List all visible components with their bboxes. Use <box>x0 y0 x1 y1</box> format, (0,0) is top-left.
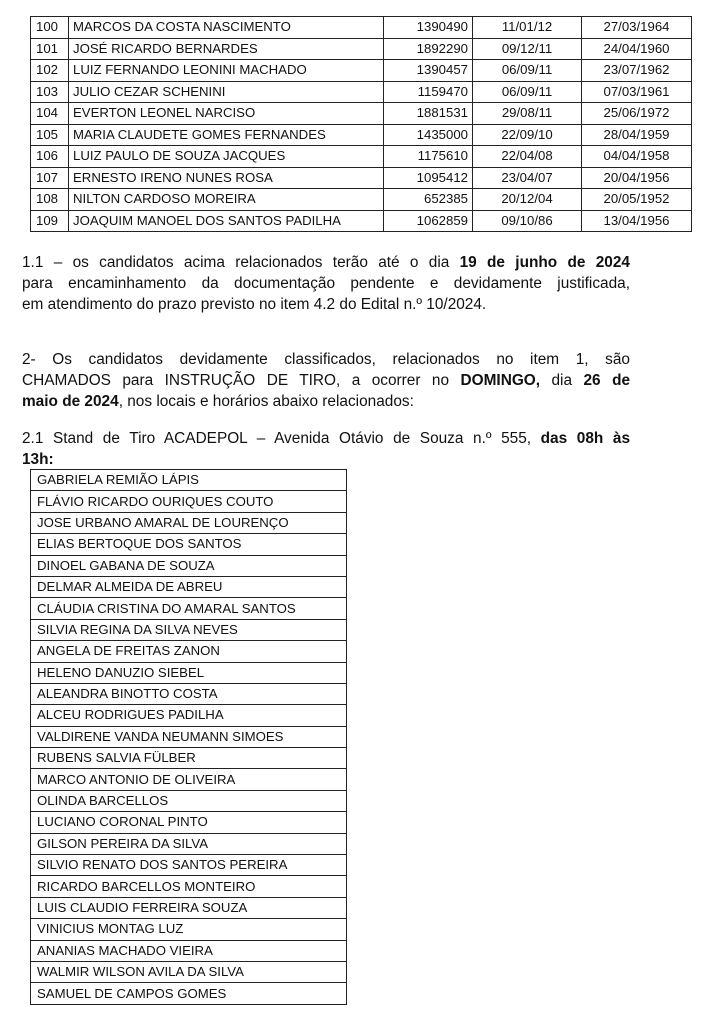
list-item <box>31 726 347 747</box>
table-cell-reg: 1390457 <box>384 60 473 82</box>
list-item-name: ALCEU RODRIGUES PADILHA <box>31 705 347 726</box>
list-item <box>31 641 347 662</box>
table-cell-date2: 20/04/1956 <box>582 167 692 189</box>
list-item <box>31 491 347 512</box>
table-cell-name: MARIA CLAUDETE GOMES FERNANDES <box>69 124 384 146</box>
table-cell-date1: 06/09/11 <box>473 60 582 82</box>
list-item-name: ANANIAS MACHADO VIEIRA <box>31 940 347 961</box>
list-item <box>31 598 347 619</box>
list-item-name: ELIAS BERTOQUE DOS SANTOS <box>31 534 347 555</box>
paragraph-2-line-2: CHAMADOS para INSTRUÇÃO DE TIRO, a ocorrer no DOMINGO, dia 26 de <box>22 372 631 389</box>
paragraph-2-1-line-1: 2.1 Stand de Tiro ACADEPOL – Avenida Otávio de Souza n.º 555, das 08h às <box>22 430 631 447</box>
table-row <box>31 38 692 60</box>
list-item <box>31 534 347 555</box>
table-cell-date1: 11/01/12 <box>473 17 582 39</box>
list-item <box>31 662 347 683</box>
list-item <box>31 748 347 769</box>
table-cell-name: LUIZ FERNANDO LEONINI MACHADO <box>69 60 384 82</box>
list-item-name: FLÁVIO RICARDO OURIQUES COUTO <box>31 491 347 512</box>
table-cell-date1: 09/12/11 <box>473 38 582 60</box>
table-cell-date2: 20/05/1952 <box>582 189 692 211</box>
list-item-name: VALDIRENE VANDA NEUMANN SIMOES <box>31 726 347 747</box>
list-item-name: CLÁUDIA CRISTINA DO AMARAL SANTOS <box>31 598 347 619</box>
list-item <box>31 855 347 876</box>
table-cell-name: LUIZ PAULO DE SOUZA JACQUES <box>69 146 384 168</box>
schedule-time-part-2: 13h: <box>22 451 54 468</box>
table-cell-date1: 09/10/86 <box>473 210 582 232</box>
table-cell-date1: 22/04/08 <box>473 146 582 168</box>
table-cell-date2: 28/04/1959 <box>582 124 692 146</box>
table-cell-name: JOSÉ RICARDO BERNARDES <box>69 38 384 60</box>
table-cell-date1: 22/09/10 <box>473 124 582 146</box>
list-item-name: WALMIR WILSON AVILA DA SILVA <box>31 961 347 982</box>
table-cell-num: 104 <box>31 103 69 125</box>
list-item-name: SILVIO RENATO DOS SANTOS PEREIRA <box>31 855 347 876</box>
table-cell-date1: 29/08/11 <box>473 103 582 125</box>
table-row <box>31 167 692 189</box>
list-item-name: VINICIUS MONTAG LUZ <box>31 919 347 940</box>
list-item <box>31 619 347 640</box>
table-row <box>31 124 692 146</box>
list-item <box>31 897 347 918</box>
list-item <box>31 470 347 491</box>
table-cell-reg: 1892290 <box>384 38 473 60</box>
paragraph-1-1-line-3: em atendimento do prazo previsto no item 4.2 do Edital n.º 10/2024. <box>22 296 487 313</box>
table-cell-date2: 24/04/1960 <box>582 38 692 60</box>
table-cell-num: 108 <box>31 189 69 211</box>
table-cell-name: EVERTON LEONEL NARCISO <box>69 103 384 125</box>
table-cell-date2: 25/06/1972 <box>582 103 692 125</box>
list-item-name: LUIS CLAUDIO FERREIRA SOUZA <box>31 897 347 918</box>
list-item <box>31 876 347 897</box>
table-cell-date2: 13/04/1956 <box>582 210 692 232</box>
table-cell-date2: 04/04/1958 <box>582 146 692 168</box>
table-cell-num: 100 <box>31 17 69 39</box>
list-item-name: SILVIA REGINA DA SILVA NEVES <box>31 619 347 640</box>
table-row <box>31 189 692 211</box>
list-item <box>31 769 347 790</box>
table-cell-reg: 1062859 <box>384 210 473 232</box>
event-date-part-1: 26 de <box>583 372 631 389</box>
paragraph-2-1-line-2 <box>22 449 630 470</box>
list-item <box>31 919 347 940</box>
list-item <box>31 512 347 533</box>
table-cell-reg: 1435000 <box>384 124 473 146</box>
list-item-name: DELMAR ALMEIDA DE ABREU <box>31 576 347 597</box>
list-item-name: SAMUEL DE CAMPOS GOMES <box>31 983 347 1004</box>
list-item-name: OLINDA BARCELLOS <box>31 790 347 811</box>
list-item <box>31 961 347 982</box>
paragraph-1-1-line-2: para encaminhamento da documentação pendente e devidamente justificada, <box>22 275 630 292</box>
list-item <box>31 683 347 704</box>
candidates-table <box>30 16 692 232</box>
table-cell-reg: 1390490 <box>384 17 473 39</box>
list-item <box>31 576 347 597</box>
table-row <box>31 17 692 39</box>
paragraph-2-1 <box>22 428 630 470</box>
table-cell-date2: 27/03/1964 <box>582 17 692 39</box>
shooting-list-body <box>31 470 347 1005</box>
paragraph-2 <box>22 349 630 412</box>
day-of-week: DOMINGO, <box>460 372 541 389</box>
list-item-name: GILSON PEREIRA DA SILVA <box>31 833 347 854</box>
table-cell-date1: 06/09/11 <box>473 81 582 103</box>
list-item <box>31 555 347 576</box>
table-cell-date1: 23/04/07 <box>473 167 582 189</box>
table-cell-date1: 20/12/04 <box>473 189 582 211</box>
table-cell-reg: 1881531 <box>384 103 473 125</box>
list-item-name: LUCIANO CORONAL PINTO <box>31 812 347 833</box>
table-cell-num: 107 <box>31 167 69 189</box>
paragraph-1-1 <box>22 252 630 315</box>
list-item <box>31 790 347 811</box>
table-cell-reg: 1175610 <box>384 146 473 168</box>
list-item-name: RUBENS SALVIA FÜLBER <box>31 748 347 769</box>
table-cell-reg: 1095412 <box>384 167 473 189</box>
list-item <box>31 812 347 833</box>
table-cell-name: MARCOS DA COSTA NASCIMENTO <box>69 17 384 39</box>
paragraph-2-line-1: 2- Os candidatos devidamente classificados, relacionados no item 1, são <box>22 351 630 368</box>
paragraph-1-1-line-1: 1.1 – os candidatos acima relacionados terão até o dia 19 de junho de 2024 <box>22 254 630 271</box>
list-item <box>31 983 347 1004</box>
list-item-name: MARCO ANTONIO DE OLIVEIRA <box>31 769 347 790</box>
table-cell-num: 101 <box>31 38 69 60</box>
table-row <box>31 60 692 82</box>
table-row <box>31 81 692 103</box>
list-item-name: GABRIELA REMIÃO LÁPIS <box>31 470 347 491</box>
list-item-name: ALEANDRA BINOTTO COSTA <box>31 683 347 704</box>
list-item <box>31 833 347 854</box>
table-cell-num: 109 <box>31 210 69 232</box>
table-cell-name: JOAQUIM MANOEL DOS SANTOS PADILHA <box>69 210 384 232</box>
candidates-table-body <box>31 17 692 232</box>
table-cell-num: 103 <box>31 81 69 103</box>
table-cell-num: 102 <box>31 60 69 82</box>
table-row <box>31 146 692 168</box>
table-cell-reg: 1159470 <box>384 81 473 103</box>
table-cell-reg: 652385 <box>384 189 473 211</box>
list-item-name: DINOEL GABANA DE SOUZA <box>31 555 347 576</box>
list-item-name: HELENO DANUZIO SIEBEL <box>31 662 347 683</box>
paragraph-2-line-3: maio de 2024, nos locais e horários abaixo relacionados: <box>22 393 414 410</box>
table-cell-name: NILTON CARDOSO MOREIRA <box>69 189 384 211</box>
list-item <box>31 705 347 726</box>
table-row <box>31 103 692 125</box>
list-item-name: RICARDO BARCELLOS MONTEIRO <box>31 876 347 897</box>
table-cell-date2: 07/03/1961 <box>582 81 692 103</box>
table-cell-num: 106 <box>31 146 69 168</box>
event-date-part-2: maio de 2024 <box>22 393 119 410</box>
deadline-date: 19 de junho de 2024 <box>459 254 630 271</box>
table-cell-name: JULIO CEZAR SCHENINI <box>69 81 384 103</box>
table-row <box>31 210 692 232</box>
list-item <box>31 940 347 961</box>
list-item-name: ANGELA DE FREITAS ZANON <box>31 641 347 662</box>
table-cell-num: 105 <box>31 124 69 146</box>
shooting-list-table <box>30 469 347 1005</box>
table-cell-name: ERNESTO IRENO NUNES ROSA <box>69 167 384 189</box>
list-item-name: JOSE URBANO AMARAL DE LOURENÇO <box>31 512 347 533</box>
table-cell-date2: 23/07/1962 <box>582 60 692 82</box>
schedule-time-part-1: das 08h às <box>540 430 631 447</box>
